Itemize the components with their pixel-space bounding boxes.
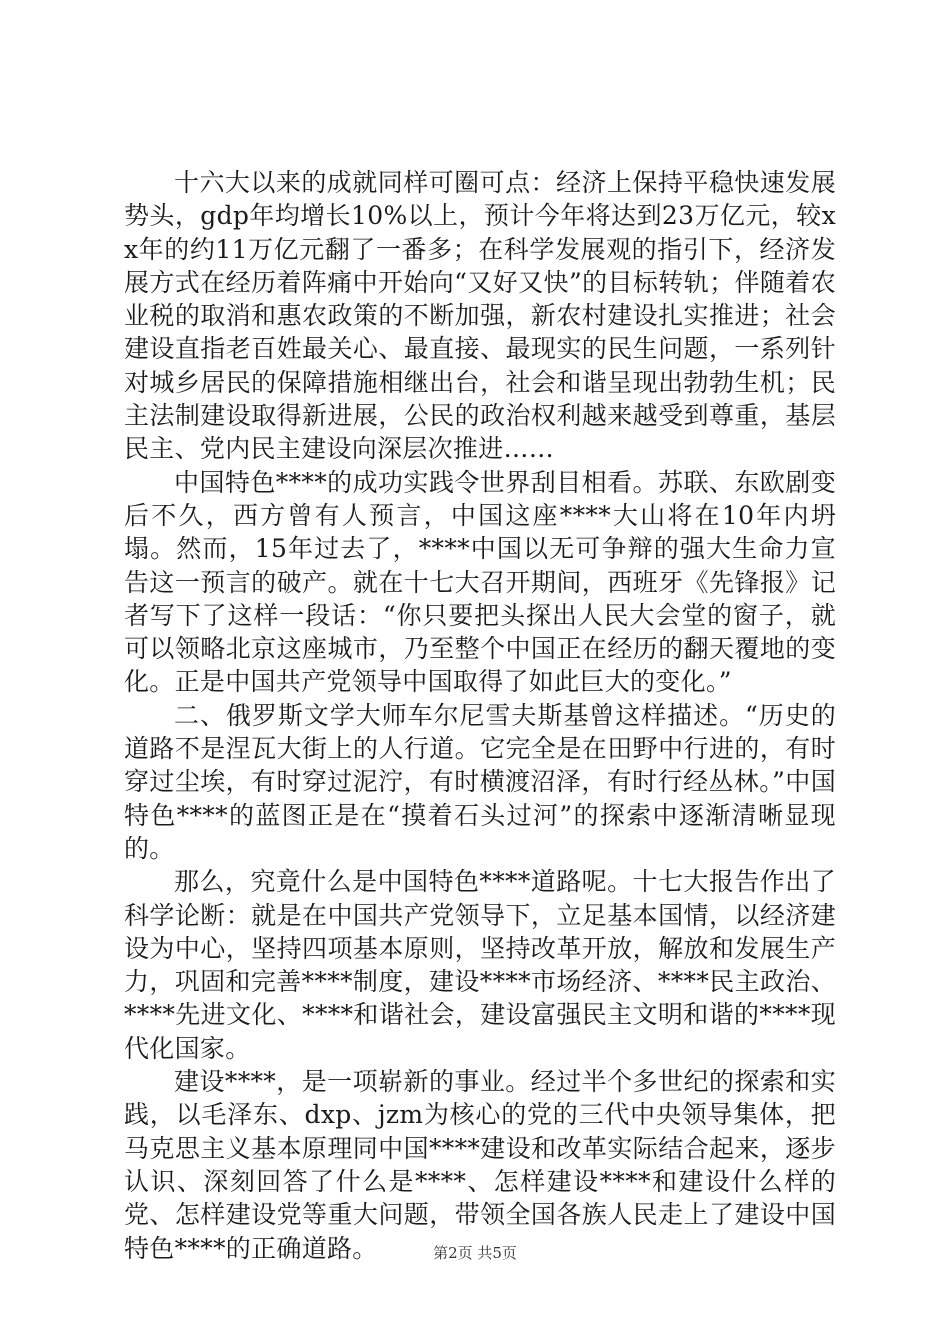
paragraph-definition: 那么，究竟什么是中国特色****道路呢。十七大报告作出了科学论断：就是在中国共产党领导下，立足基本国情，以经济建设为中心，坚持四项基本原则，坚持改革开放，解放和发展生产力，巩固和完善****制度，建设****市场经济、****民主政治、****先进文化、****和谐社会，建设富强民主文明和谐的****现代化国家。 [124,867,836,1063]
paragraph-construction: 建设****，是一项崭新的事业。经过半个多世纪的探索和实践，以毛泽东、dxp、jzm为核心的党的三代中央领导集体，把马克思主义基本原理同中国****建设和改革实际结合起来，逐步认识、深刻回答了什么是****、怎样建设****和建设什么样的党、怎样建设党等重大问题，带领全国各族人民走上了建设中国特色****的正确道路。 [124,1067,836,1263]
paragraph-history-road: 二、俄罗斯文学大师车尔尼雪夫斯基曾这样描述。“历史的道路不是涅瓦大街上的人行道。它完全是在田野中行进的，有时穿过尘埃，有时穿过泥泞，有时横渡沼泽，有时行经丛林。”中国特色****的蓝图正是在“摸着石头过河”的探索中逐渐清晰显现的。 [124,700,836,863]
page-number-footer: 第2页 共5页 [433,1244,517,1262]
paragraph-practice: 中国特色****的成功实践令世界刮目相看。苏联、东欧剧变后不久，西方曾有人预言，中国这座****大山将在10年内坍塌。然而，15年过去了，****中国以无可争辩的强大生命力宣告这一预言的破产。就在十七大召开期间，西班牙《先锋报》记者写下了这样一段话：“你只要把头探出人民大会堂的窗子，就可以领略北京这座城市，乃至整个中国正在经历的翻天覆地的变化。正是中国共产党领导中国取得了如此巨大的变化。” [124,467,836,697]
document-body [124,166,836,1265]
paragraph-achievements: 十六大以来的成就同样可圈可点：经济上保持平稳快速发展势头，gdp年均增长10%以上，预计今年将达到23万亿元，较xx年的约11万亿元翻了一番多；在科学发展观的指引下，经济发展方式在经历着阵痛中开始向“又好又快”的目标转轨；伴随着农业税的取消和惠农政策的不断加强，新农村建设扎实推进；社会建设直指老百姓最关心、最直接、最现实的民生问题，一系列针对城乡居民的保障措施相继出台，社会和谐呈现出勃勃生机；民主法制建设取得新进展，公民的政治权利越来越受到尊重，基层民主、党内民主建设向深层次推进…… [124,168,836,464]
